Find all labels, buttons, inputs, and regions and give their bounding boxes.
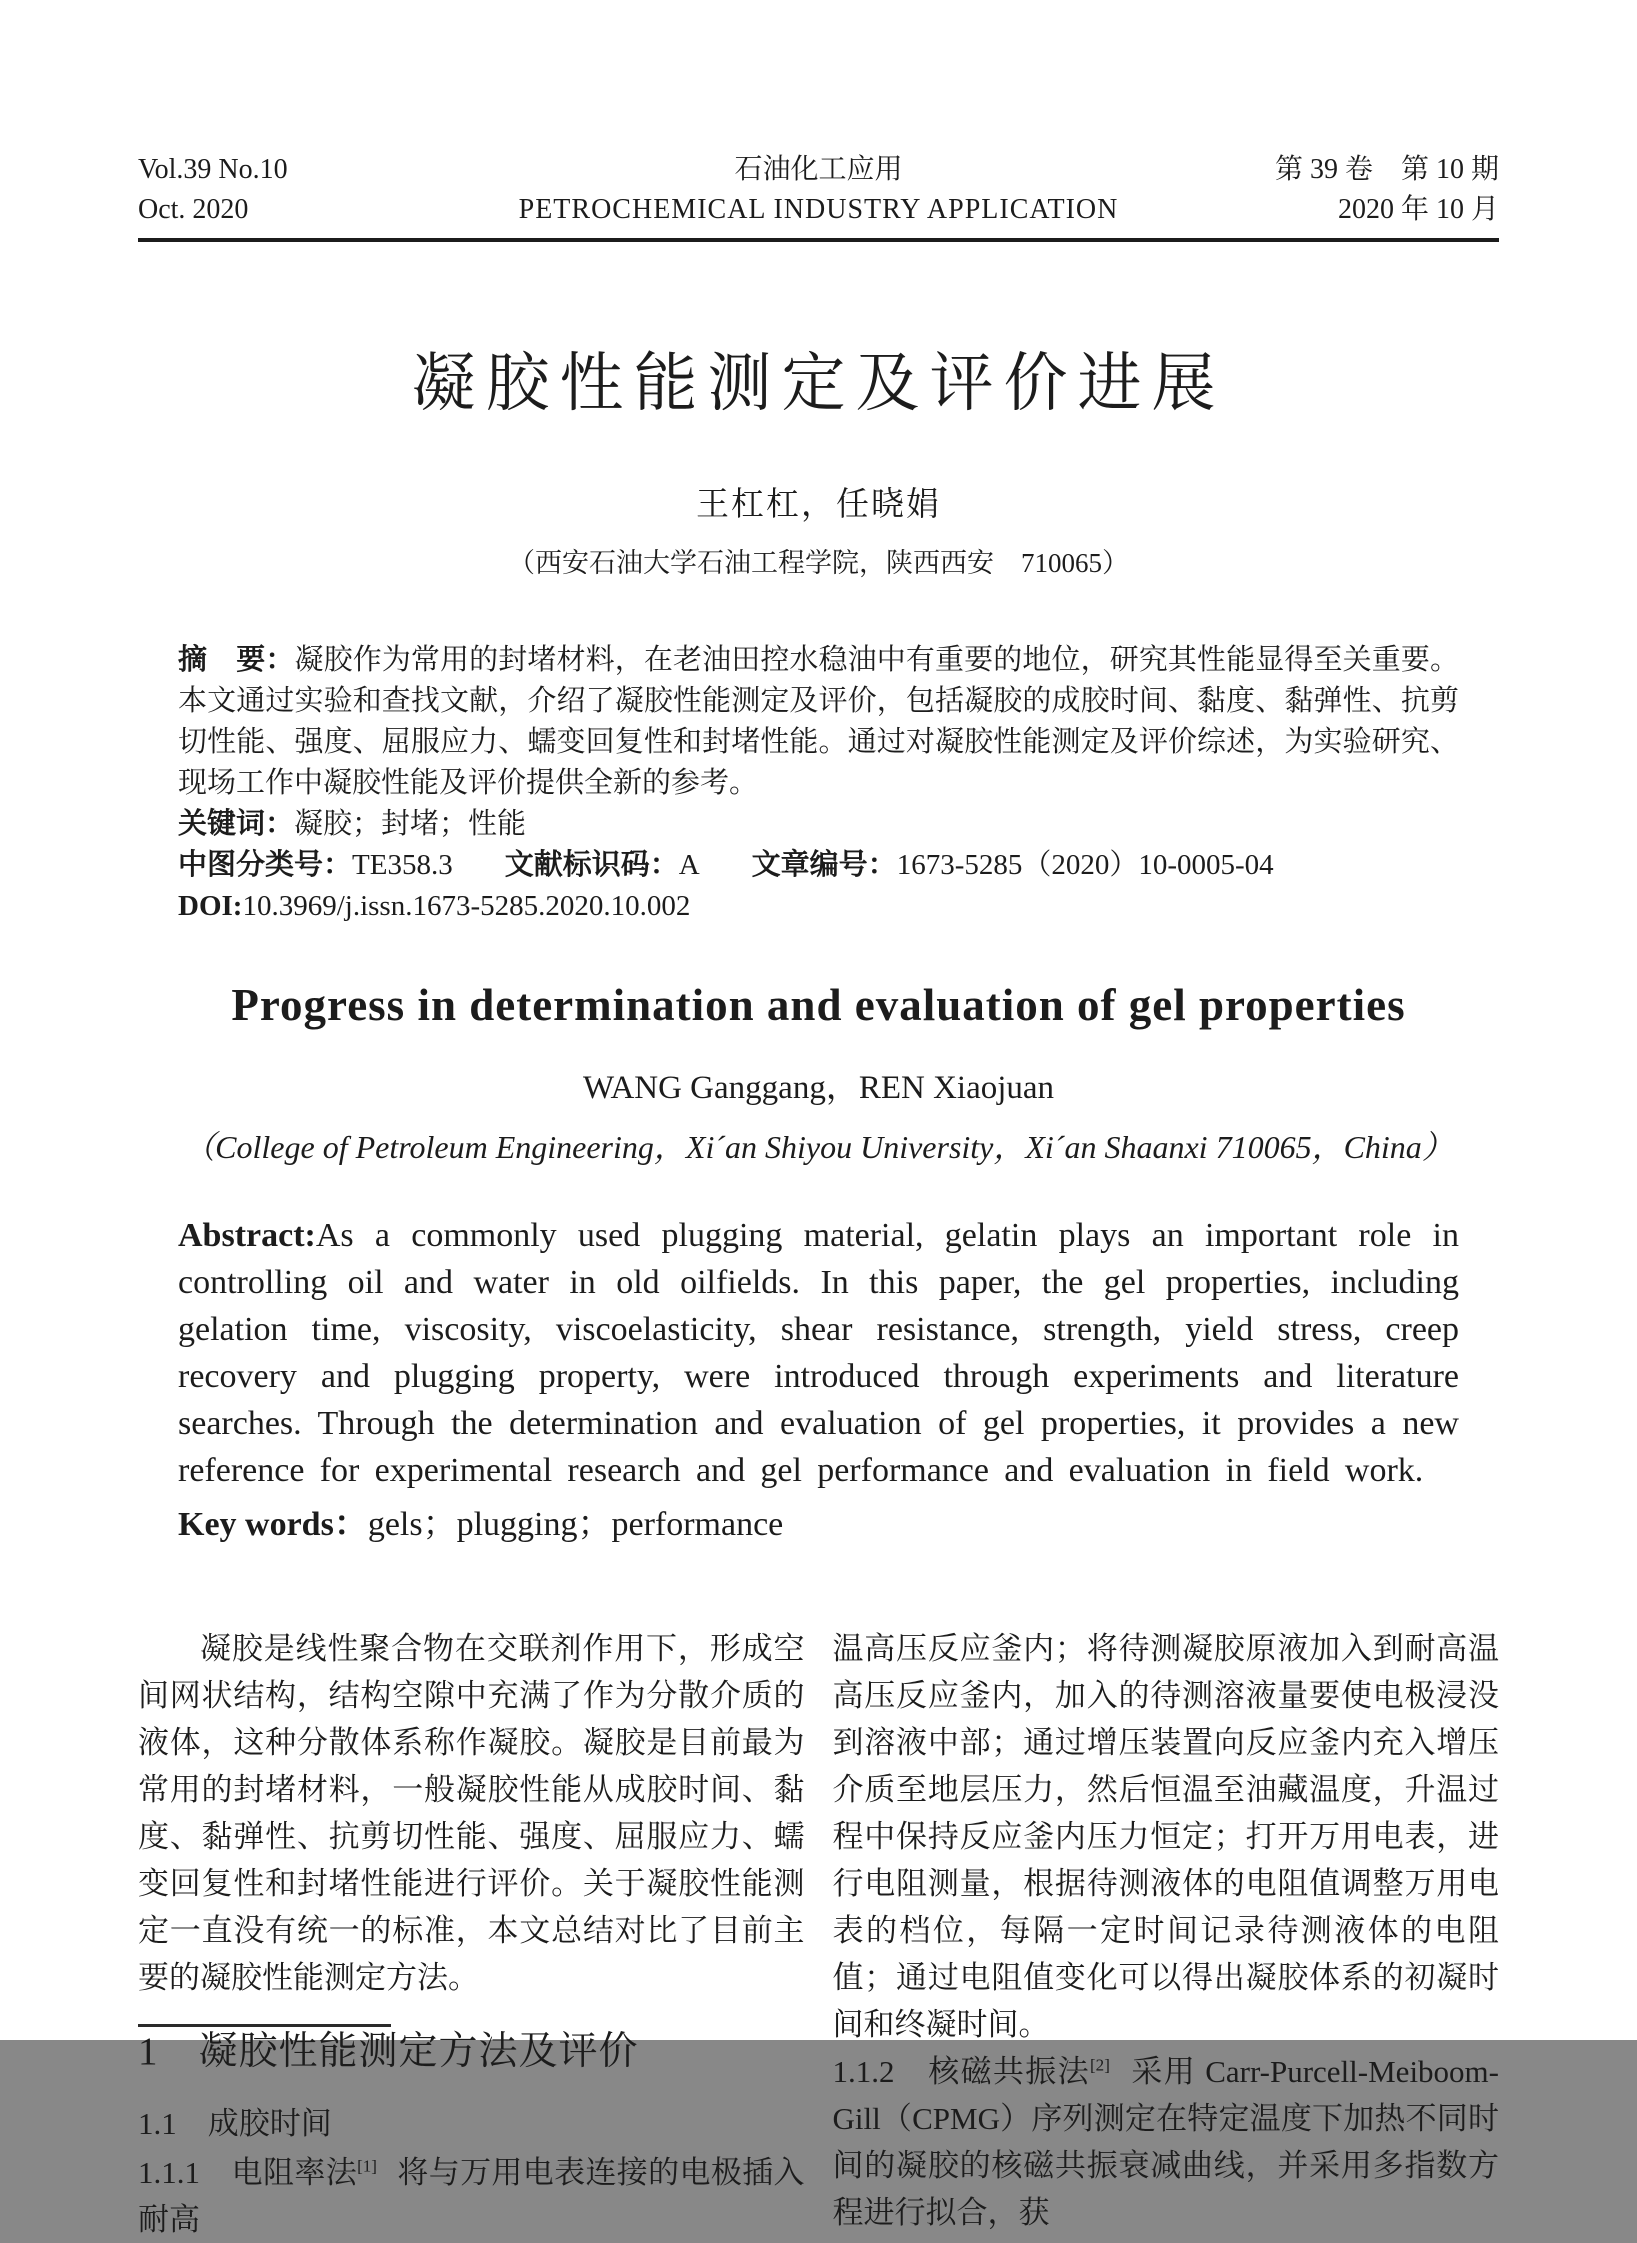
section-1-heading: 1 凝胶性能测定方法及评价 [138,2030,639,2073]
doc-code-value: A [678,849,700,881]
article-id-group [752,849,1274,881]
section-1-1-1-paragraph [138,2149,805,2243]
header-divider [138,238,1499,242]
doc-code-group [505,849,700,881]
article-id-value: 1673-5285（2020）10-0005-04 [896,849,1274,881]
article-id-label: 文章编号： [751,849,897,881]
affiliation-en: （College of Petroleum Engineering，Xi´an Shiyou University，Xi´an Shaanxi 710065，China） [183,1129,1454,1165]
abstract-text-zh: 凝胶作为常用的封堵材料，在老油田控水稳油中有重要的地位，研究其性能显得至关重要。本文通过实验和查找文献，介绍了凝胶性能测定及评价，包括凝胶的成胶时间、黏度、黏弹性、抗剪切性能、强度、屈服应力、蠕变回复性和封堵性能。通过对凝胶性能测定及评价综述，为实验研究、现场工作中凝胶性能及评价提供全新的参考。 [178,644,1459,799]
header-left [138,150,428,230]
section-1-1-1-text: 将与万用电表连接的电极插入耐高 [138,2155,805,2237]
clc-value: TE358.3 [352,849,453,881]
classification-line [178,845,1459,886]
article-title-zh: 凝胶性能测定及评价进展 [411,348,1226,419]
keywords-text-zh: 凝胶；封堵；性能 [294,808,527,840]
right-column [833,1625,1500,2243]
section-1-1-2-text: 采用 Carr-Purcell-Meiboom-Gill（CPMG）序列测定在特定温度下加热不同时间的凝胶的核磁共振衰减曲线，并采用多指数方程进行拟合，获 [832,2054,1499,2230]
journal-name-en: PETROCHEMICAL INDUSTRY APPLICATION [518,194,1119,225]
left-column [138,1625,805,2243]
journal-header [138,150,1499,230]
date-en: Oct. 2020 [138,194,249,225]
authors-en: WANG Ganggang，REN Xiaojuan [582,1070,1055,1106]
clc-label: 中图分类号： [178,849,353,881]
volume-issue-zh: 第 39 卷 第 10 期 [1274,154,1499,185]
section-1-1-2-paragraph [833,2048,1500,2236]
doi-value: 10.3969/j.issn.1673-5285.2020.10.002 [242,890,691,922]
abstract-label-zh: 摘 要： [178,644,295,676]
keywords-text-en: gels；plugging；performance [367,1506,784,1543]
affiliation-zh: （西安石油大学石油工程学院，陕西西安 710065） [508,548,1129,578]
footnote-divider [138,2024,391,2027]
header-center [428,150,1209,230]
authors-zh: 王杠杠，任晓娟 [696,487,941,523]
body-columns [138,1625,1499,2243]
keywords-label-en: Key words： [178,1506,368,1543]
abstract-label-en: Abstract: [178,1217,316,1254]
meta-block-zh [178,640,1459,927]
keywords-zh [178,804,1459,845]
abstract-text-en: As a commonly used plugging material, gelatin plays an important role in controlling oil and water in old oilfields. In this paper, the gel properties, including gelation time, viscosity, viscoelasticity, shear resistance, strength, yield stress, creep recovery and plugging property, were introduced through experiments and literature searches. Through the determination and evaluation of gel properties, it provides a new reference for experimental research and gel performance and evaluation in field work. [178,1217,1459,1489]
reference-2: [2] [1090,2055,1110,2075]
keywords-label-zh: 关键词： [178,808,295,840]
doi-label: DOI: [178,890,243,922]
reference-1: [1] [357,2156,377,2176]
article-title-en: Progress in determination and evaluation of gel properties [231,980,1406,1030]
volume-issue-en: Vol.39 No.10 [138,154,288,185]
section-1-1-1-label: 1.1.1 电阻率法 [138,2155,358,2190]
journal-name-zh: 石油化工应用 [734,154,903,185]
date-zh: 2020 年 10 月 [1337,194,1499,225]
doi-line [178,886,1459,927]
header-right [1209,150,1499,230]
abstract-en-block [178,1212,1459,1494]
intro-paragraph: 凝胶是线性聚合物在交联剂作用下，形成空间网状结构，结构空隙中充满了作为分散介质的液体，这种分散体系称作凝胶。凝胶是目前最为常用的封堵材料，一般凝胶性能从成胶时间、黏度、黏弹性、抗剪切性能、强度、屈服应力、蠕变回复性和封堵性能进行评价。关于凝胶性能测定一直没有统一的标准，本文总结对比了目前主要的凝胶性能测定方法。 [138,1631,805,1995]
section-1-1-heading: 1.1 成胶时间 [138,2106,332,2141]
abstract-zh [178,640,1459,804]
continuation-paragraph: 温高压反应釜内；将待测凝胶原液加入到耐高温高压反应釜内，加入的待测溶液量要使电极浸没到溶液中部；通过增压装置向反应釜内充入增压介质至地层压力，然后恒温至油藏温度，升温过程中保持反应釜内压力恒定；打开万用电表，进行电阻测量，根据待测液体的电阻值调整万用电表的档位，每隔一定时间记录待测液体的电阻值；通过电阻值变化可以得出凝胶体系的初凝时间和终凝时间。 [832,1631,1499,2042]
clc-group [178,849,453,881]
abstract-en [178,1212,1459,1494]
keywords-en-line [178,1496,1459,1545]
section-1-1-2-label: 1.1.2 核磁共振法 [832,2054,1091,2089]
doc-code-label: 文献标识码： [504,849,679,881]
